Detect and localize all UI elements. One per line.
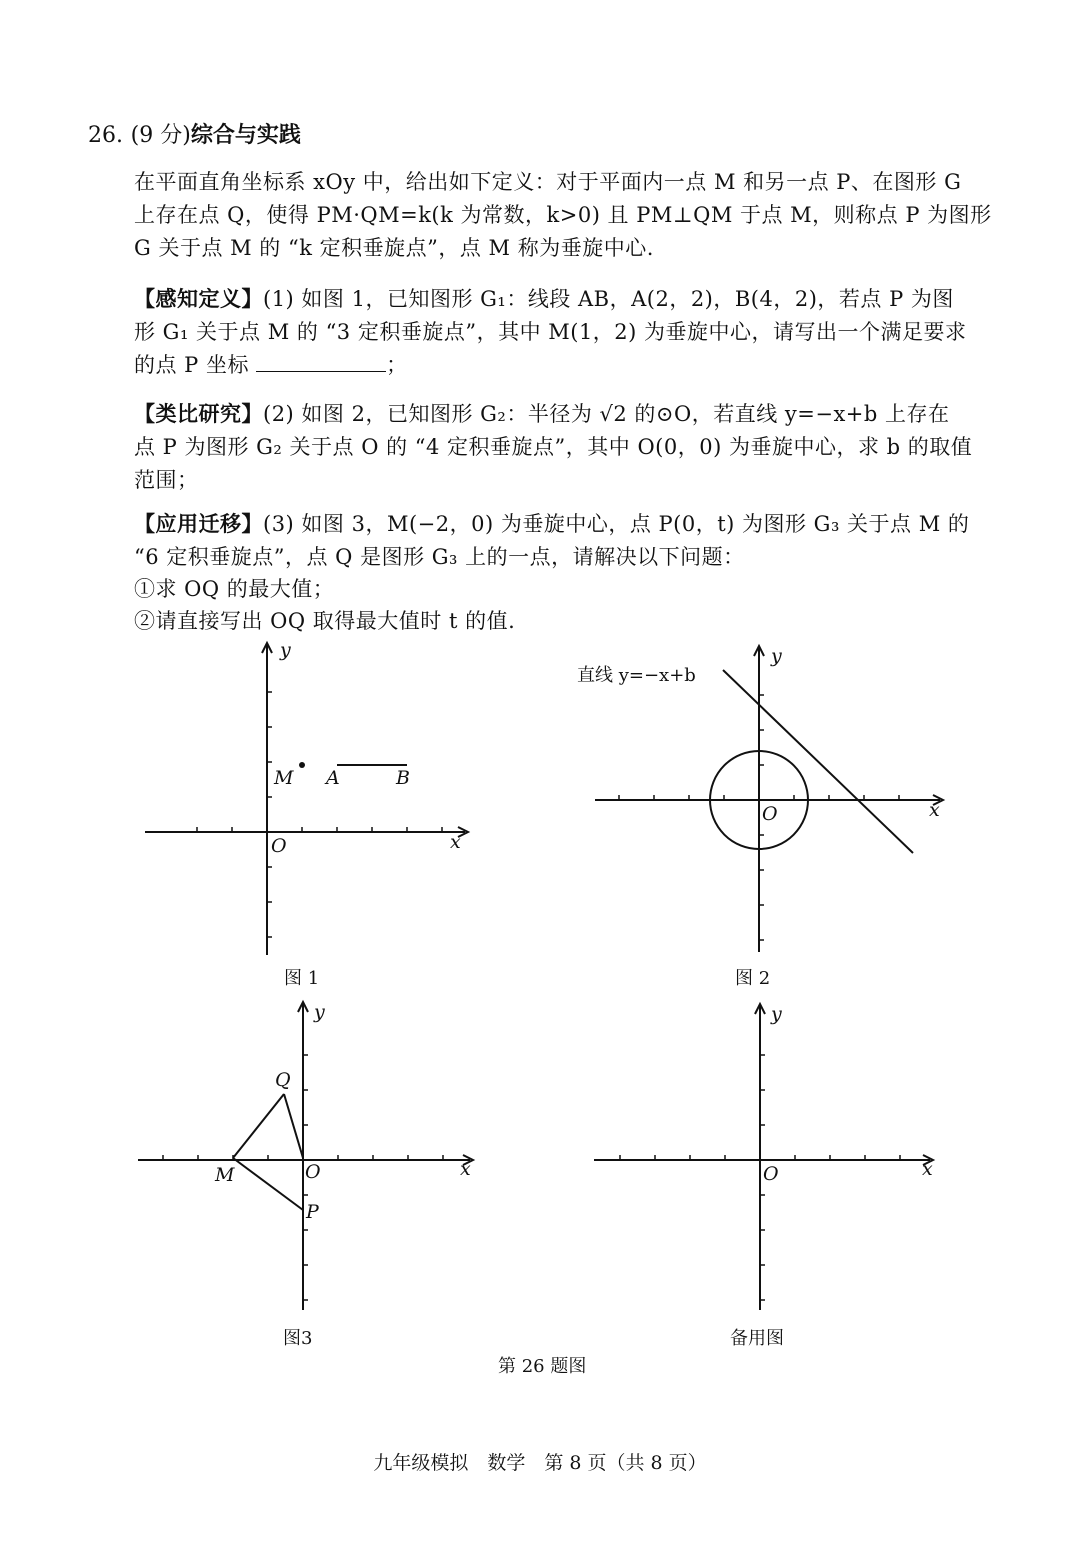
point-M <box>299 762 305 768</box>
fig3-label-y: y <box>314 1001 325 1023</box>
figure-3 <box>130 998 490 1318</box>
question-number: 26. <box>88 123 123 148</box>
fig4-label-x: x <box>922 1158 933 1180</box>
fig2-label-x: x <box>929 799 940 821</box>
figure-spare <box>580 998 950 1318</box>
part3-line-3: ①求 OQ 的最大值； <box>134 577 335 601</box>
fig3-label-x: x <box>460 1158 471 1180</box>
part1-tag: 【感知定义】 <box>134 286 263 311</box>
question-title: 综合与实践 <box>190 122 301 148</box>
fig3-label-O: O <box>305 1161 321 1183</box>
fig3-label-P: P <box>306 1201 319 1223</box>
part2-tag: 【类比研究】 <box>134 401 263 426</box>
fig3-label-Q: Q <box>275 1069 291 1091</box>
part1-text-1: (1) 如图 1，已知图形 G₁：线段 AB，A(2，2)，B(4，2)，若点 P 为图 <box>263 287 954 311</box>
part2-text-1: (2) 如图 2，已知图形 G₂：半径为 √2 的⊙O，若直线 y=−x+b 上存在 <box>263 402 950 426</box>
fig2-label-O: O <box>762 803 778 825</box>
part3-line-4: ②请直接写出 OQ 取得最大值时 t 的值. <box>134 609 516 633</box>
line-y-equals-minus-x-plus-b <box>723 670 913 853</box>
fig1-label-y: y <box>280 640 291 661</box>
part3-text-1: (3) 如图 3，M(−2，0) 为垂旋中心，点 P(0，t) 为图形 G₃ 关于点 M 的 <box>263 512 970 536</box>
intro-line-2: 上存在点 Q，使得 PM·QM=k(k 为常数，k>0) 且 PM⊥QM 于点 M，则称点 P 为图形 <box>134 203 992 227</box>
part1-line-1 <box>134 283 954 313</box>
fig3-caption: 图3 <box>283 1328 313 1349</box>
part1-line-2: 形 G₁ 关于点 M 的 “3 定积垂旋点”，其中 M(1，2) 为垂旋中心，请写出一个满足要求 <box>134 320 967 344</box>
part2-line-3: 范围； <box>134 468 199 492</box>
part2-line-1 <box>134 398 950 428</box>
fig2-label-y: y <box>771 645 782 667</box>
part1-line-3 <box>134 349 408 379</box>
segment-QO <box>284 1094 303 1158</box>
figure-2 <box>575 640 955 960</box>
fig1-label-M: M <box>274 767 294 789</box>
fig1-label-B: B <box>396 767 410 789</box>
question-score: (9 分) <box>130 123 191 148</box>
fig3-label-M: M <box>215 1164 235 1186</box>
intro-line-1: 在平面直角坐标系 xOy 中，给出如下定义：对于平面内一点 M 和另一点 P、在图形 G <box>134 170 962 194</box>
page-footer: 九年级模拟 数学 第 8 页（共 8 页） <box>373 1452 707 1474</box>
fig1-caption: 图 1 <box>284 968 320 989</box>
fig2-caption: 图 2 <box>735 968 771 989</box>
fig4-label-y: y <box>771 1003 782 1025</box>
part3-line-2: “6 定积垂旋点”，点 Q 是图形 G₃ 上的一点，请解决以下问题： <box>134 545 745 569</box>
fig1-label-x: x <box>450 831 461 853</box>
figure-1 <box>140 640 480 960</box>
part1-text-3: 的点 P 坐标 <box>134 353 249 377</box>
segment-MQ <box>233 1094 284 1158</box>
fig4-caption: 备用图 <box>730 1328 784 1349</box>
question-header <box>88 118 301 149</box>
fig4-label-O: O <box>763 1163 779 1185</box>
segment-MP <box>233 1158 303 1210</box>
part3-tag: 【应用迁移】 <box>134 511 263 536</box>
figures-group-caption: 第 26 题图 <box>498 1356 587 1377</box>
fig2-label-line: 直线 y=−x+b <box>577 665 696 686</box>
part2-line-2: 点 P 为图形 G₂ 关于点 O 的 “4 定积垂旋点”，其中 O(0，0) 为垂旋中心，求 b 的取值 <box>134 435 973 459</box>
answer-blank[interactable] <box>256 353 386 372</box>
fig1-label-A: A <box>326 767 340 789</box>
part1-text-4: ； <box>386 353 408 377</box>
fig1-label-O: O <box>271 835 287 857</box>
intro-line-3: G 关于点 M 的 “k 定积垂旋点”，点 M 称为垂旋中心. <box>134 236 654 260</box>
part3-line-1 <box>134 508 969 538</box>
